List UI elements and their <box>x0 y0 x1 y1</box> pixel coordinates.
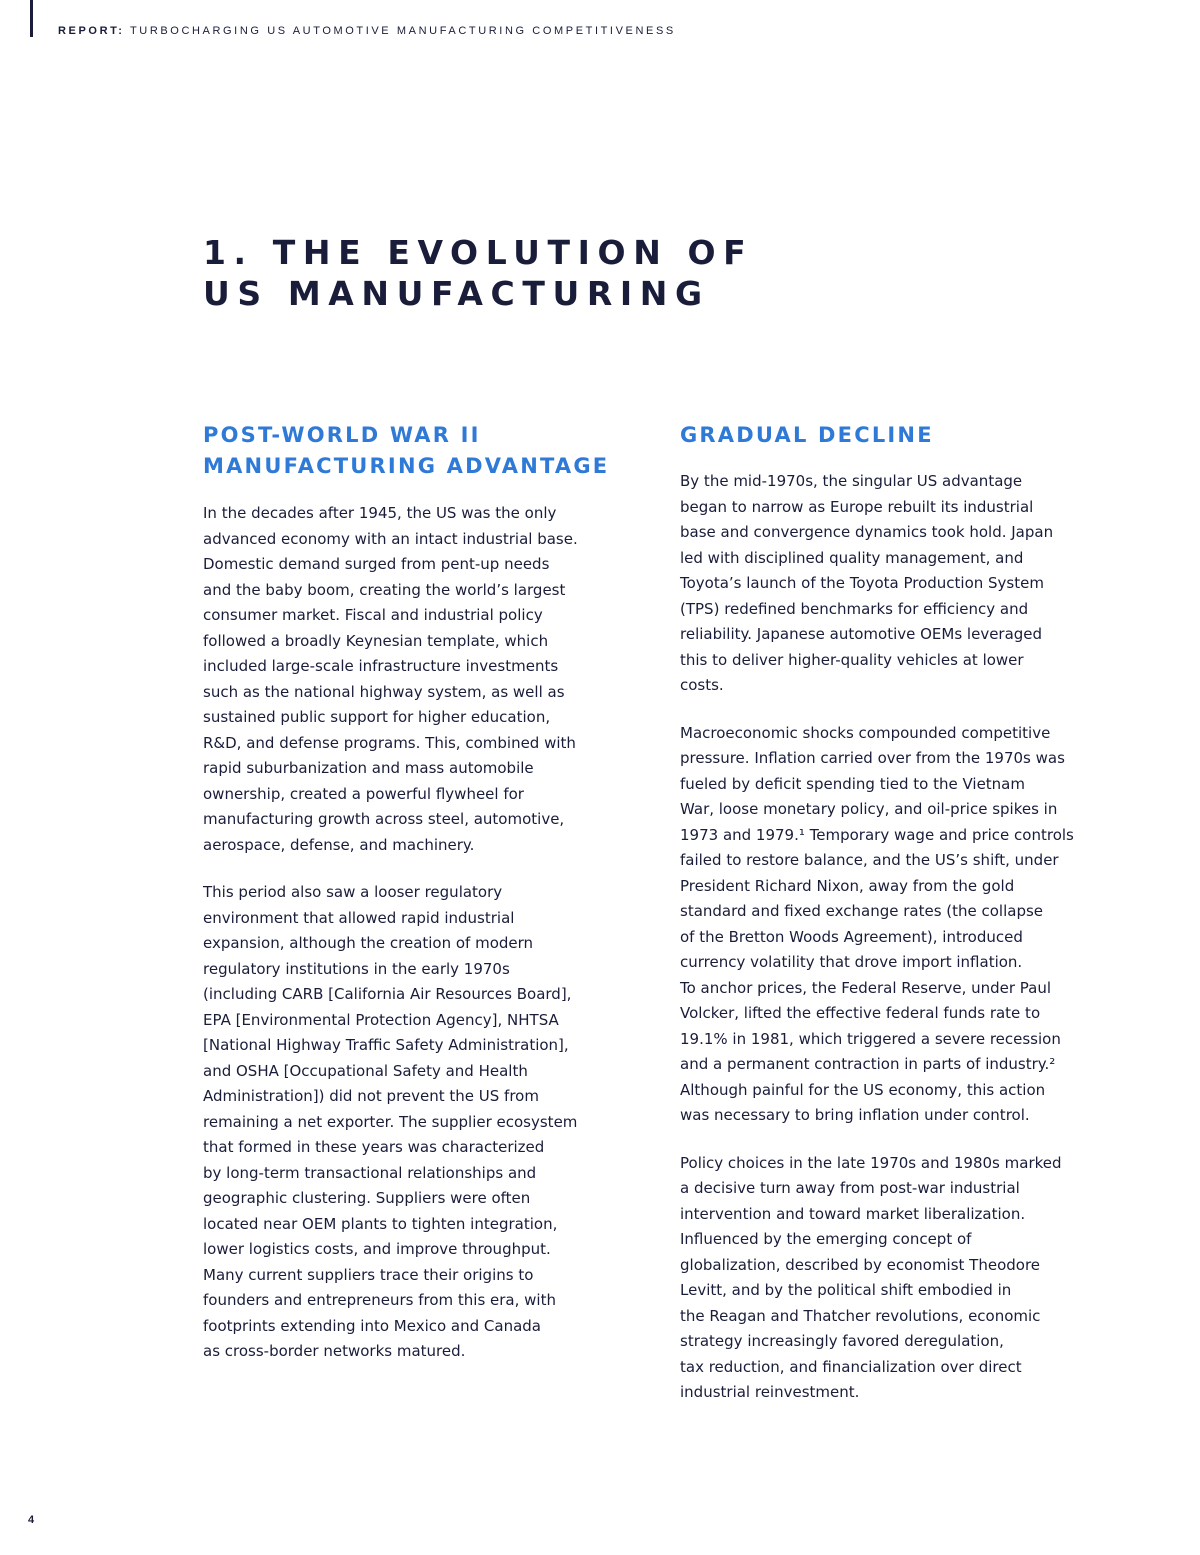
section-heading-line: POST-WORLD WAR II <box>203 423 481 447</box>
body-paragraph <box>680 1151 1125 1406</box>
text-line: expansion, although the creation of modern <box>203 934 534 952</box>
text-line: industrial reinvestment. <box>680 1383 860 1401</box>
text-line: To anchor prices, the Federal Reserve, under Paul <box>680 978 1052 997</box>
text-line: advanced economy with an intact industrial base. <box>203 529 578 548</box>
text-line: R&D, and defense programs. This, combined with <box>203 733 576 752</box>
text-line: sustained public support for higher education, <box>203 708 551 726</box>
text-line: pressure. Inflation carried over from the 1970s was <box>680 749 1065 767</box>
text-line: of the Bretton Woods Agreement), introduced <box>680 927 1023 946</box>
text-line: Volcker, lifted the effective federal funds rate to <box>680 1004 1041 1022</box>
chapter-title-line: US MANUFACTURING <box>203 274 710 313</box>
text-line: By the mid-1970s, the singular US advantage <box>680 472 1023 490</box>
text-line: manufacturing growth across steel, automotive, <box>203 810 565 828</box>
text-line: such as the national highway system, as well as <box>203 682 565 701</box>
text-line: (TPS) redefined benchmarks for efficiency and <box>680 599 1029 618</box>
text-line: Although painful for the US economy, this action <box>680 1080 1046 1099</box>
text-line: aerospace, defense, and machinery. <box>203 835 475 854</box>
text-line: rapid suburbanization and mass automobile <box>203 759 534 777</box>
text-line: ownership, created a powerful flywheel for <box>203 784 524 803</box>
text-line: Toyota’s launch of the Toyota Production System <box>680 574 1044 592</box>
text-line: as cross-border networks matured. <box>203 1342 466 1360</box>
text-line: Policy choices in the late 1970s and 1980s marked <box>680 1153 1062 1172</box>
text-line: geographic clustering. Suppliers were often <box>203 1189 531 1207</box>
text-line: and a permanent contraction in parts of industry.² <box>680 1055 1056 1073</box>
text-line: Macroeconomic shocks compounded competitive <box>680 723 1051 742</box>
text-line: In the decades after 1945, the US was the only <box>203 504 557 522</box>
body-paragraph <box>203 880 648 1365</box>
text-line: EPA [Environmental Protection Agency], NHTSA <box>203 1010 559 1029</box>
text-line: fueled by deficit spending tied to the Vietnam <box>680 774 1025 793</box>
text-line: President Richard Nixon, away from the gold <box>680 876 1015 895</box>
section-heading-post-war <box>203 420 648 482</box>
chapter-title-line: 1. THE EVOLUTION OF <box>203 233 754 272</box>
right-column <box>680 420 1125 1428</box>
text-line: strategy increasingly favored deregulation, <box>680 1332 1004 1350</box>
text-line: was necessary to bring inflation under control. <box>680 1106 1030 1124</box>
text-line: remaining a net exporter. The supplier ecosystem <box>203 1112 578 1131</box>
text-line: currency volatility that drove import inflation. <box>680 953 1023 971</box>
text-line: Influenced by the emerging concept of <box>680 1230 972 1248</box>
text-line: reliability. Japanese automotive OEMs leveraged <box>680 625 1043 643</box>
text-line: Administration]) did not prevent the US from <box>203 1087 539 1105</box>
text-line: this to deliver higher-quality vehicles at lower <box>680 650 1024 669</box>
body-paragraph <box>680 721 1125 1129</box>
text-line: followed a broadly Keynesian template, which <box>203 631 549 650</box>
section-heading-line: GRADUAL DECLINE <box>680 423 934 447</box>
header-rule <box>30 0 33 37</box>
text-line: by long-term transactional relationships and <box>203 1163 537 1182</box>
chapter-title <box>203 232 753 314</box>
body-paragraph <box>680 469 1125 699</box>
section-heading-line: MANUFACTURING ADVANTAGE <box>203 454 610 478</box>
text-line: Domestic demand surged from pent-up needs <box>203 555 550 573</box>
text-line: failed to restore balance, and the US’s shift, under <box>680 851 1059 869</box>
running-header-title: TURBOCHARGING US AUTOMOTIVE MANUFACTURING COMPETITIVENESS <box>129 25 676 37</box>
text-line: (including CARB [California Air Resources Board], <box>203 985 572 1003</box>
text-line: War, loose monetary policy, and oil-price spikes in <box>680 800 1058 818</box>
text-line: included large-scale infrastructure investments <box>203 657 559 675</box>
running-header <box>58 25 676 37</box>
text-line: consumer market. Fiscal and industrial policy <box>203 606 543 624</box>
text-line: that formed in these years was characterized <box>203 1138 545 1156</box>
text-line: footprints extending into Mexico and Canada <box>203 1316 541 1335</box>
page-number: 4 <box>28 1514 35 1526</box>
text-line: located near OEM plants to tighten integration, <box>203 1214 558 1233</box>
body-paragraph <box>203 501 648 858</box>
text-line: the Reagan and Thatcher revolutions, economic <box>680 1306 1041 1325</box>
text-line: base and convergence dynamics took hold. Japan <box>680 523 1054 541</box>
text-line: regulatory institutions in the early 1970s <box>203 959 510 978</box>
text-line: led with disciplined quality management, and <box>680 548 1024 567</box>
running-header-label: REPORT: <box>58 25 125 37</box>
text-line: began to narrow as Europe rebuilt its industrial <box>680 497 1034 516</box>
text-line: founders and entrepreneurs from this era, with <box>203 1291 556 1309</box>
text-line: tax reduction, and financialization over direct <box>680 1357 1022 1376</box>
text-line: 1973 and 1979.¹ Temporary wage and price controls <box>680 825 1074 844</box>
section-heading-gradual-decline <box>680 420 1125 451</box>
text-line: standard and fixed exchange rates (the collapse <box>680 902 1044 920</box>
text-line: This period also saw a looser regulatory <box>203 883 503 901</box>
left-column <box>203 420 648 1387</box>
text-line: 19.1% in 1981, which triggered a severe recession <box>680 1029 1061 1048</box>
text-line: Many current suppliers trace their origins to <box>203 1265 534 1284</box>
text-line: environment that allowed rapid industrial <box>203 908 515 927</box>
text-line: lower logistics costs, and improve throughput. <box>203 1240 551 1258</box>
text-line: costs. <box>680 676 724 694</box>
text-line: Levitt, and by the political shift embodied in <box>680 1281 1012 1299</box>
text-line: and OSHA [Occupational Safety and Health <box>203 1061 528 1080</box>
text-line: and the baby boom, creating the world’s largest <box>203 580 566 599</box>
text-line: [National Highway Traffic Safety Administration], <box>203 1036 569 1054</box>
text-line: a decisive turn away from post-war industrial <box>680 1179 1020 1197</box>
text-line: globalization, described by economist Theodore <box>680 1255 1041 1274</box>
text-line: intervention and toward market liberalization. <box>680 1204 1026 1223</box>
